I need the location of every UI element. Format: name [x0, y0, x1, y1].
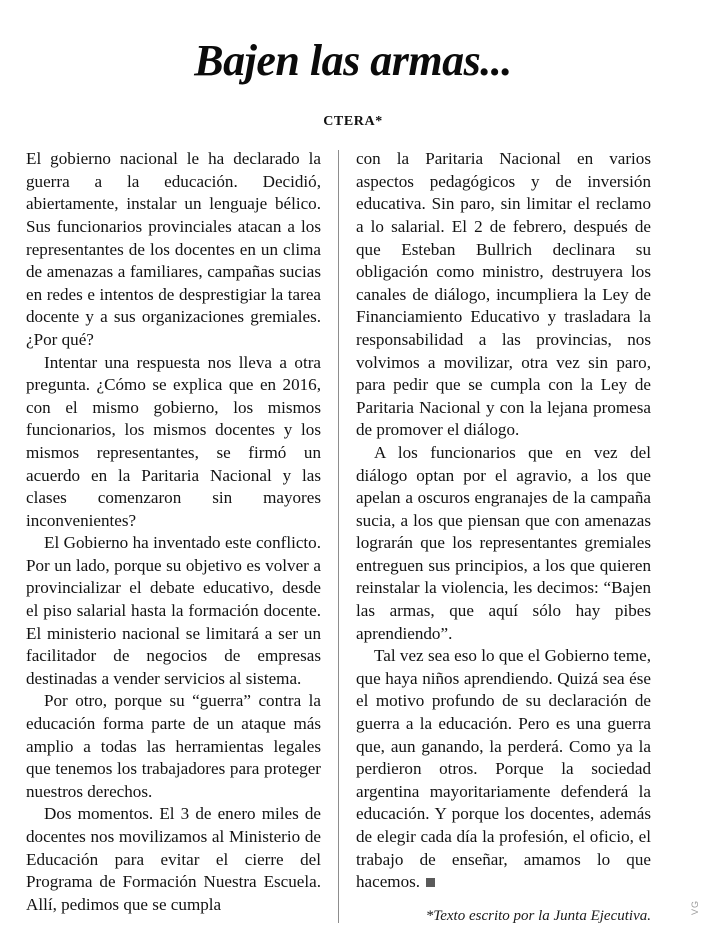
paragraph: Intentar una respuesta nos lleva a otra pregunta. ¿Cómo se explica que en 2016, con el mismo gobierno, los mismos funcionarios, los mismos docentes y los mismos representantes, se firmó un acuerdo en la Paritaria Nacional y las clases comenzaron sin mayores inconvenientes? — [26, 352, 321, 530]
page-title: Bajen las armas... — [194, 36, 512, 85]
article-columns — [26, 148, 680, 925]
paragraph: Por otro, porque su “guerra” contra la educación forma parte de un ataque más amplio a todas las herramientas legales que tenemos los trabajadores para proteger nuestros derechos. — [26, 691, 321, 801]
paragraph: con la Paritaria Nacional en varios aspectos pedagógicos y de inversión educativa. Sin paro, sin limitar el reclamo a lo salarial. El 2 de febrero, después de que Esteban Bullrich declinara su obligación como ministro, destruyera los canales de diálogo, incumpliera la Ley de Financiamiento Educativo y trasladara la responsabilidad a las provincias, nos volvimos a movilizar, otra vez sin paro, para pedir que se cumpla con la Ley de Paritaria Nacional y con la lejana promesa de promover el diálogo. — [356, 149, 651, 440]
end-of-article-mark — [426, 878, 435, 887]
footnote: *Texto escrito por la Junta Ejecutiva. — [425, 907, 651, 924]
paragraph-with-endmark — [356, 645, 651, 894]
byline: CTERA* — [323, 114, 383, 130]
paragraph: El gobierno nacional le ha declarado la guerra a la educación. Decidió, abiertamente, instalar un lenguaje bélico. Sus funcionarios provinciales atacan a los representantes de los docentes en un clima de amenazas a familiares, campañas sucias en redes e intentos de desprestigiar la tarea docente y a sus organizaciones gremiales. ¿Por qué? — [26, 149, 321, 349]
left-column — [26, 148, 338, 925]
paragraph: Dos momentos. El 3 de enero miles de docentes nos movilizamos al Ministerio de Educación para evitar el cierre del Programa de Formación Nuestra Escuela. Allí, pedimos que se cumpla — [26, 804, 321, 914]
paragraph: El Gobierno ha inventado este conflicto. Por un lado, porque su objetivo es volver a provincializar el debate educativo, desde el piso salarial hasta la formación docente. El ministerio nacional se limitará a ser un facilitador de negocios de empresas destinadas a vender servicios al sistema. — [26, 533, 321, 688]
paragraph: A los funcionarios que en vez del diálogo optan por el agravio, a los que apelan a oscuros engranajes de la campaña sucia, a los que piensan que con amenazas lograrán que los representantes gremiales entreguen sus principios, a los que quieren reinstalar la violencia, les decimos: “Bajen las armas, que aquí sólo hay pibes aprendiendo”. — [356, 442, 651, 643]
paragraph-text: Tal vez sea eso lo que el Gobierno teme, que haya niños aprendiendo. Quizá sea ése el motivo profundo de su declaración de guerra a la educación. Pero es una guerra que, aun ganando, la perderá. Como ya la perdieron otros. Porque la sociedad argentina mayoritariamente defenderá la educación. Y porque los docentes, además de elegir cada día la profesión, el oficio, el trabajo de enseñar, amamos lo que hacemos. — [356, 646, 651, 892]
side-credit: VG — [690, 900, 700, 916]
right-column — [339, 148, 651, 925]
